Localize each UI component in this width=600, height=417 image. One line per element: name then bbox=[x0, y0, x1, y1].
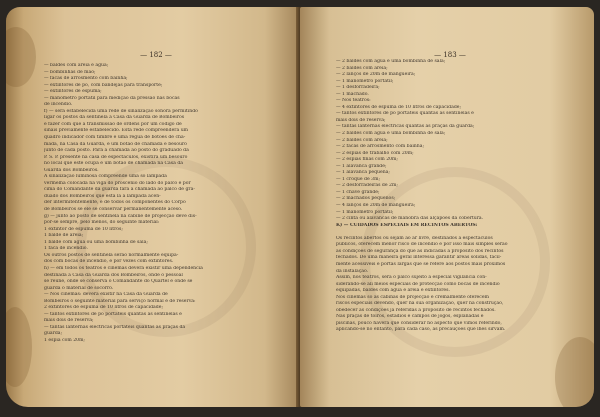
text-line: A sinalização luminosa compreende uma só lâmpada bbox=[44, 174, 167, 180]
text-line: — extintores de pó, com bandejas para transporte; bbox=[44, 82, 163, 88]
text-line: — 1 chave grande; bbox=[336, 189, 380, 195]
text-line: 1 extintor de espuma de 10 litros; bbox=[44, 226, 123, 232]
text-line: e fazer com que a transmissão de ordens por um código de bbox=[44, 121, 182, 127]
text-line: duado dos Bombeiros que está lá a lâmpada acen- bbox=[44, 193, 161, 199]
text-line: — extintores de espuma; bbox=[44, 89, 102, 95]
water-stain bbox=[6, 27, 36, 87]
text-line: g) — junto ao posto de sentinela na cabine de projecção deve dis- bbox=[44, 213, 197, 219]
text-line: sinais préviamente estabelecido. Esta rede compreenderá um bbox=[44, 128, 189, 134]
text-line: as condições de segurança do que as indicadas a propósito dos recintos bbox=[336, 248, 504, 254]
text-line: Nos cinemas só as cabinas de projecção e cremalmente oferecem bbox=[336, 294, 489, 300]
text-line: — 1 croque de 3m; bbox=[336, 176, 380, 182]
text-line: mente acessíveis e portas largas que se refere aos postos mais próximos bbox=[336, 261, 506, 267]
text-line: — 4 extintores de espuma de 10 litros de capacidade; bbox=[336, 104, 462, 110]
text-line: mais dois de reserva; bbox=[44, 318, 94, 324]
text-line: dos com bocas de incêndio, e por vezes com extintores. bbox=[44, 259, 174, 265]
text-line: 1 faca de incêndio. bbox=[44, 246, 88, 252]
left-page bbox=[6, 7, 300, 407]
text-line: — 2 espias de trabalho com 20m; bbox=[336, 150, 414, 156]
text-line: da instalação. bbox=[336, 268, 369, 274]
page-number: — 182 — bbox=[140, 51, 172, 59]
text-line: — facas de arrôsmento com bainha; bbox=[44, 76, 128, 82]
text-line: — bombinhas de mão; bbox=[44, 69, 96, 75]
text-line: 2 extintores de espuma de 10 litros de capacidade; bbox=[44, 305, 163, 311]
text-line: — 4 lanços de 20m de mangueira; bbox=[336, 203, 416, 209]
page-text bbox=[336, 59, 572, 334]
text-line: — tantos extintores de pó portáteis quantas as sentinelas e bbox=[44, 311, 182, 317]
text-line: — 1 manómetro portátil; bbox=[336, 78, 394, 84]
text-line: piscinas, pouco haverá que considerar no aspecto que vimos referindo, bbox=[336, 320, 502, 326]
text-line: — Nos cinemas: deverá existir na Casa da Guarda de bbox=[44, 292, 168, 298]
text-line: quadro indicador com timbre e uma régua de botões de cha- bbox=[44, 135, 186, 141]
text-line: — 2 baldes com água e uma bombinha de sala; bbox=[336, 59, 446, 64]
text-line: ligar os postos da sentinela à Casa da Guarda de Bombeiros bbox=[44, 115, 185, 121]
text-line: — 2 desforradeiras de 2m; bbox=[336, 183, 398, 189]
text-line: — 2 lanços de 20m de mangueira; bbox=[336, 72, 416, 78]
text-line: Os outros postos de sentinela serão normalmente equipa- bbox=[44, 252, 179, 258]
text-line: — 2 baldes com areia; bbox=[336, 65, 388, 71]
text-line: guarda; bbox=[44, 331, 63, 337]
text-line: — tantos extintores de pó portáteis quantas as sentinelas e bbox=[336, 111, 474, 117]
text-line: se reúne, onde se conserva o Comandante do Quartel e onde se bbox=[44, 279, 193, 285]
text-line: — 2 baldes com areia; bbox=[336, 137, 388, 143]
text-line: — 2 machados pequenos; bbox=[336, 196, 396, 202]
text-line: de incêndio. bbox=[44, 102, 73, 108]
text-line: der intermitentemente, e de todos os componentes do Corpo bbox=[44, 200, 186, 206]
text-line: Bombeiros o seguinte material para serviço normal e de reserva: bbox=[44, 298, 196, 304]
text-line: Guarda dos Bombeiros. bbox=[44, 167, 99, 173]
text-line: 1 balde de areia; bbox=[44, 233, 84, 239]
text-line: destinada à Casa da Guarda dos Bombeiros, onde o pessoal bbox=[44, 272, 183, 278]
text-line: guarda o material de socorro. bbox=[44, 285, 114, 291]
text-line: no local que êste ocupa e um botão de chamada na Casa da bbox=[44, 161, 184, 167]
text-line: por-se sempre, pelo menos, do seguinte material: bbox=[44, 220, 160, 226]
text-line: — 2 espias finas com 20m; bbox=[336, 157, 398, 163]
text-line: cima do Comandante da guarda fará a chamada ao palco de gra- bbox=[44, 187, 195, 193]
text-line: f) — será estabelecida uma rede de sinalização sonora permitindo bbox=[44, 108, 198, 114]
text-line: — baldes com areia e água; bbox=[44, 63, 109, 68]
text-line: siderando-se ali meios especiais de protecção como bocas de incêndio bbox=[336, 281, 500, 287]
open-book bbox=[2, 3, 598, 413]
text-line: K) — CUIDADOS ESPECIAIS EM RECINTOS ABERTOS: bbox=[336, 222, 478, 228]
text-line: riscos especiais devendo, quer na sua organização, quer na construção, bbox=[336, 301, 504, 307]
text-line: — 1 alavanca pequena; bbox=[336, 170, 390, 176]
text-line: — 1 alavanca grande; bbox=[336, 163, 387, 169]
text-line: — manómetro portátil para medição da pressão nas bocas bbox=[44, 95, 180, 101]
text-line: — Nos teatros: bbox=[336, 98, 371, 104]
text-line: aplicando-se no entanto, para cada caso, as precauções que lhes sirvam. bbox=[336, 327, 506, 333]
text-line: — 1 manómetro portátil; bbox=[336, 209, 394, 215]
text-line: mais dois de reserva; bbox=[336, 117, 386, 123]
water-stain bbox=[555, 337, 594, 407]
right-page bbox=[300, 7, 594, 407]
page-text bbox=[44, 63, 280, 345]
text-line: mada, na Casa da Guarda, e um botão de chamada e besouro bbox=[44, 141, 187, 147]
text-line: de Bombeiros se ele se conservar permanentemente aceso. bbox=[44, 207, 183, 213]
text-line: vermelha colocada na viga do proscénio do lado do palco e por bbox=[44, 180, 191, 186]
text-line: — 2 facas de arrôsmento com bainha; bbox=[336, 144, 424, 150]
text-line: equipadas, baldes com água e areia e extintores. bbox=[336, 288, 450, 294]
text-line: Nas praças de toiros, estádios e campos de jogos, esplanadas e bbox=[336, 314, 484, 320]
text-line: — 2 cinta ou alavancas de manobra das alçapões da cobertura. bbox=[336, 216, 484, 222]
text-line: — 2 baldes com água e uma bombinha de sala; bbox=[336, 131, 446, 137]
text-line: Assim, nos teatros, será o palco sujeito a especial vigilância con- bbox=[336, 275, 487, 281]
text-line: h) — em todos os teatros e cinemas deverá existir uma dependência bbox=[44, 265, 203, 271]
text-line: — tantas lanternas eléctricas portáteis quantas as praças da bbox=[44, 324, 186, 330]
text-line: fechados. De uma maneira geral interessa garantir áreas sólidas, fàcil- bbox=[336, 255, 502, 261]
page-number: — 183 — bbox=[434, 51, 466, 59]
text-line: 1 espia com 20m; bbox=[44, 337, 85, 343]
text-line: públicos, oferecem menor risco de incêndio e por isso mais simples serão bbox=[336, 242, 508, 248]
text-line: Os recintos abertos ou sejam ao ar livre, destinados a espectáculos bbox=[336, 235, 493, 241]
text-line: — tantas lanternas eléctricas quantas as praças da guarda; bbox=[336, 124, 475, 130]
text-line: P. S. P. presente na casa de espectáculos, existirá um besouro bbox=[44, 154, 188, 160]
water-stain bbox=[6, 307, 32, 387]
text-line: junto de cada posto. Para a chamada ao pôsto do graduado da bbox=[44, 148, 189, 154]
text-line: obedecer às condições já referidas a propósito de recintos fechados. bbox=[336, 307, 496, 313]
text-line: — 1 machado. bbox=[336, 91, 369, 97]
text-line: — 1 desforradeira; bbox=[336, 85, 380, 91]
text-line: 1 balde com água ou uma bombinha de sala; bbox=[44, 239, 148, 245]
